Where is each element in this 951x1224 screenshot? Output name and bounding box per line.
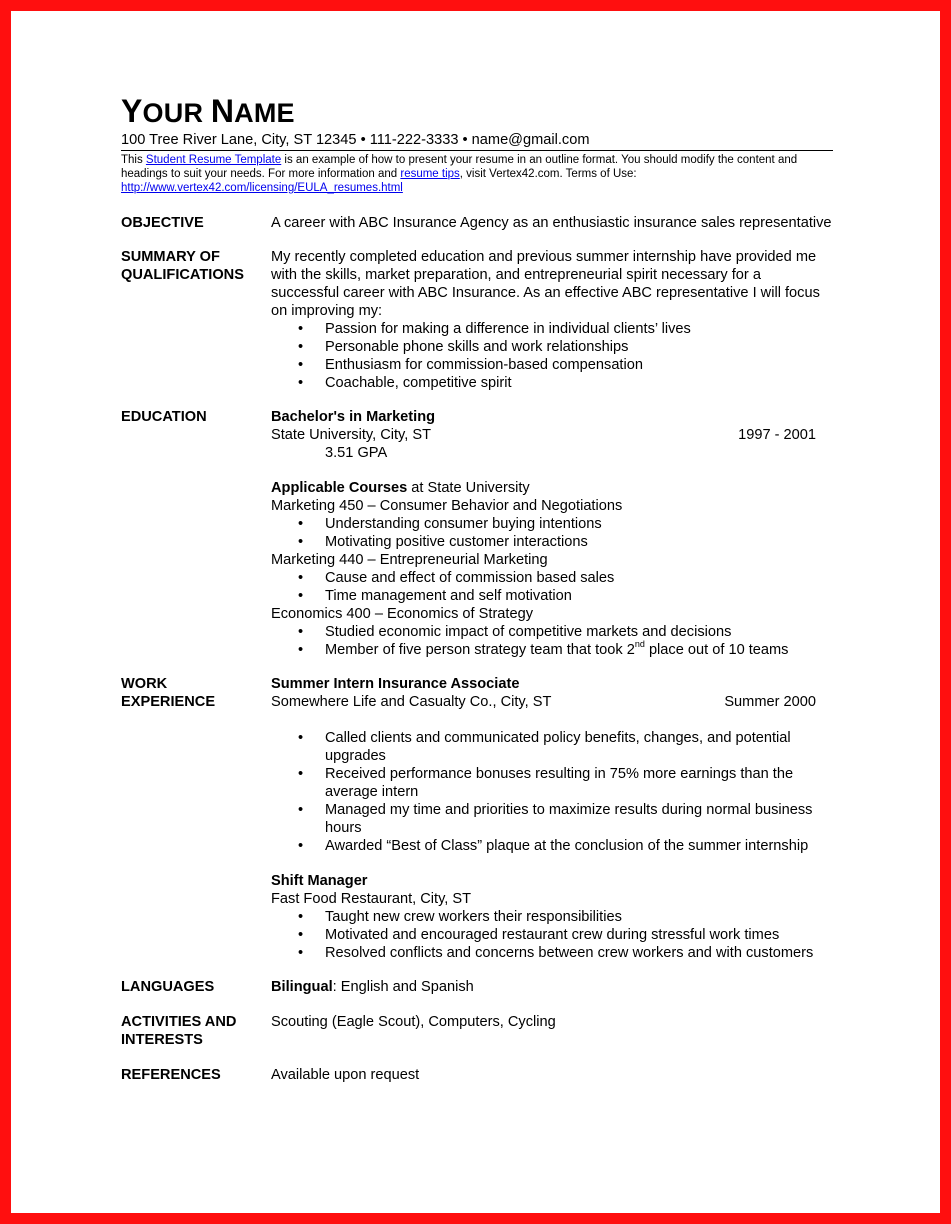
list-item: • Received performance bonuses resulting in 75% more earnings than the average intern [271,765,833,801]
list-item: • Understanding consumer buying intentions [271,515,833,533]
activities-text: Scouting (Eagle Scout), Computers, Cycling [271,1014,556,1030]
work-section [121,675,833,962]
section-label-activities: ACTIVITIES AND INTERESTS [121,1014,237,1048]
education-years: 1997 - 2001 [738,427,816,443]
references-text: Available upon request [271,1067,420,1083]
student-resume-template-link[interactable]: Student Resume Template [145,154,282,166]
course-bullet-list [271,515,833,551]
activities-section [121,1013,833,1049]
job-title: Shift Manager [271,873,368,889]
list-item: • Personable phone skills and work relationships [271,338,833,356]
job-date: Summer 2000 [724,694,816,710]
summary-body [271,248,833,392]
list-item: • Studied economic impact of competitive markets and decisions [271,623,833,641]
section-label-languages: LANGUAGES [121,979,215,995]
job-bullet-list [271,729,833,855]
course-bullet-list [271,569,833,605]
resume-name: YOUR NAME [121,93,295,129]
summary-section [121,248,833,392]
job-company: Somewhere Life and Casualty Co., City, ST [271,694,552,710]
education-section [121,408,833,659]
job-bullet-list [271,908,833,962]
list-item: • Coachable, competitive spirit [271,374,833,392]
list-item: • Taught new crew workers their responsibilities [271,908,833,926]
section-label-objective: OBJECTIVE [121,215,204,231]
list-item: • Member of five person strategy team that took 2nd place out of 10 teams [271,641,833,659]
list-item: • Called clients and communicated policy benefits, changes, and potential upgrades [271,729,833,765]
list-item: • Resolved conflicts and concerns between crew workers and with customers [271,944,833,962]
education-body [271,408,833,659]
objective-text: A career with ABC Insurance Agency as an enthusiastic insurance sales representative [271,215,832,231]
job-company: Fast Food Restaurant, City, ST [271,891,472,907]
section-label-summary: SUMMARY OF QUALIFICATIONS [121,249,244,283]
references-section [121,1066,833,1084]
list-item: • Passion for making a difference in individual clients’ lives [271,320,833,338]
resume-page [121,92,833,1084]
resume-tips-link[interactable]: resume tips [400,168,460,180]
summary-text: My recently completed education and previous summer internship have provided me with the skills, market preparation, and entrepreneurial spirit necessary for a successful career with ABC Insurance. As an effective ABC representative I will focus on improving my: [271,249,820,319]
degree-title: Bachelor's in Marketing [271,409,436,425]
course-bullet-list [271,623,833,659]
summary-bullet-list [271,320,833,392]
list-item: • Managed my time and priorities to maximize results during normal business hours [271,801,833,837]
job-company-row [271,693,833,711]
school-name: State University, City, ST [271,427,432,443]
list-item: • Cause and effect of commission based sales [271,569,833,587]
section-label-education: EDUCATION [121,409,207,425]
job-title: Summer Intern Insurance Associate [271,676,520,692]
objective-section [121,214,833,232]
list-item: • Enthusiasm for commission-based compensation [271,356,833,374]
courses-heading: Applicable Courses at State University [271,480,530,496]
list-item: • Motivated and encouraged restaurant crew during stressful work times [271,926,833,944]
course-title: Marketing 450 – Consumer Behavior and Negotiations [271,498,623,514]
course-title: Marketing 440 – Entrepreneurial Marketing [271,552,548,568]
section-label-work: WORK EXPERIENCE [121,676,216,710]
terms-url-link[interactable]: http://www.vertex42.com/licensing/EULA_resumes.html [121,182,403,194]
work-body [271,675,833,962]
list-item: • Time management and self motivation [271,587,833,605]
school-row [271,426,833,444]
languages-section [121,978,833,996]
list-item: • Awarded “Best of Class” plaque at the conclusion of the summer internship [271,837,833,855]
gpa: 3.51 GPA [325,445,388,461]
contact-line: 100 Tree River Lane, City, ST 12345 • 111-222-3333 • name@gmail.com [121,132,833,151]
course-title: Economics 400 – Economics of Strategy [271,606,534,622]
list-item: • Motivating positive customer interactions [271,533,833,551]
section-label-references: REFERENCES [121,1067,221,1083]
template-note: This Student Resume Template is an example of how to present your resume in an outline format. You should modify the content and headings to suit your needs. For more information and resume tips, visit Vertex42.com. Terms of Use: http://www.vertex42.com/licensing/EULA_resumes.html [121,154,798,194]
languages-text: Bilingual: English and Spanish [271,979,474,995]
